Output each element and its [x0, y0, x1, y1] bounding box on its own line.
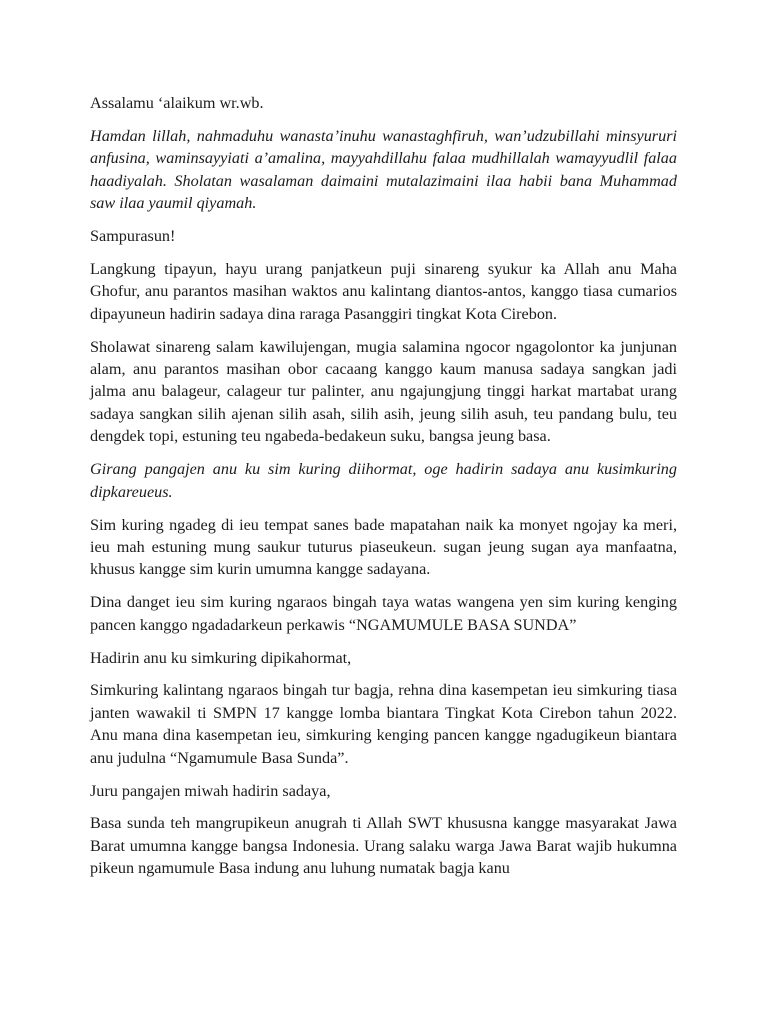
audience-address-paragraph: Hadirin anu ku simkuring dipikahormat,: [90, 648, 352, 667]
jury-address-paragraph: Juru pangajen miwah hadirin sadaya,: [90, 781, 331, 800]
honored-audience-paragraph: Girang pangajen anu ku sim kuring diihormat, oge hadirin sadaya anu kusimkuring dipkareueus.: [90, 460, 677, 501]
topic-paragraph: Dina danget ieu sim kuring ngaraos bingah taya watas wangena yen sim kuring kenging pancen kanggo ngadadarkeun perkawis “NGAMUMULE BASA SUNDA”: [90, 593, 677, 634]
gratitude-paragraph: Langkung tipayun, hayu urang panjatkeun puji sinareng syukur ka Allah anu Maha Ghofur, anu parantos masihan waktos anu kalintang diantos-antos, kanggo tiasa cumarios dipayuneun hadirin sadaya dina raraga Pasanggiri tingkat Kota Cirebon.: [90, 259, 677, 323]
greeting-paragraph: Assalamu ‘alaikum wr.wb.: [90, 94, 264, 112]
purpose-paragraph: Sim kuring ngadeg di ieu tempat sanes bade mapatahan naik ka monyet ngojay ka meri, ieu mah estuning mung saukur tuturus piaseukeun. sugan jeung sugan aya manfaatna, khusus kangge sim kurin umumna kangge sadayana.: [90, 515, 677, 579]
document-page: [90, 92, 677, 890]
basa-sunda-paragraph: Basa sunda teh mangrupikeun anugrah ti Allah SWT khususna kangge masyarakat Jawa Barat umumna kangge bangsa Indonesia. Urang salaku warga Jawa Barat wajib hukumna pikeun ngamumule Basa indung anu luhung numatak bagja kanu: [90, 814, 677, 878]
opening-prayer-paragraph: Hamdan lillah, nahmaduhu wanasta’inuhu wanastaghfiruh, wan’udzubillahi minsyururi anfusina, waminsayyiati a’amalina, mayyahdillahu falaa mudhillalah wamayyudlil falaa haadiyalah. Sholatan wasalaman daimaini mutalazimaini ilaa habii bana Muhammad saw ilaa yaumil qiyamah.: [90, 126, 677, 213]
sholawat-paragraph: Sholawat sinareng salam kawilujengan, mugia salamina ngocor ngagolontor ka junjunan alam, anu parantos masihan obor cacaang kanggo kaum manusa sadaya sangkan jadi jalma anu balageur, calageur tur palinter, anu ngajungjung tinggi harkat martabat urang sadaya sangkan silih ajenan silih asah, silih asih, jeung silih asuh, teu pandang bulu, teu dengdek topi, estuning teu ngabeda-bedakeun suku, bangsa jeung basa.: [90, 337, 677, 446]
sampurasun-paragraph: Sampurasun!: [90, 227, 176, 246]
representative-paragraph: Simkuring kalintang ngaraos bingah tur bagja, rehna dina kasempetan ieu simkuring tiasa janten wawakil ti SMPN 17 kangge lomba biantara Tingkat Kota Cirebon tahun 2022. Anu mana dina kasempetan ieu, simkuring kenging pancen kangge ngadugikeun biantara anu judulna “Ngamumule Basa Sunda”.: [90, 681, 677, 767]
